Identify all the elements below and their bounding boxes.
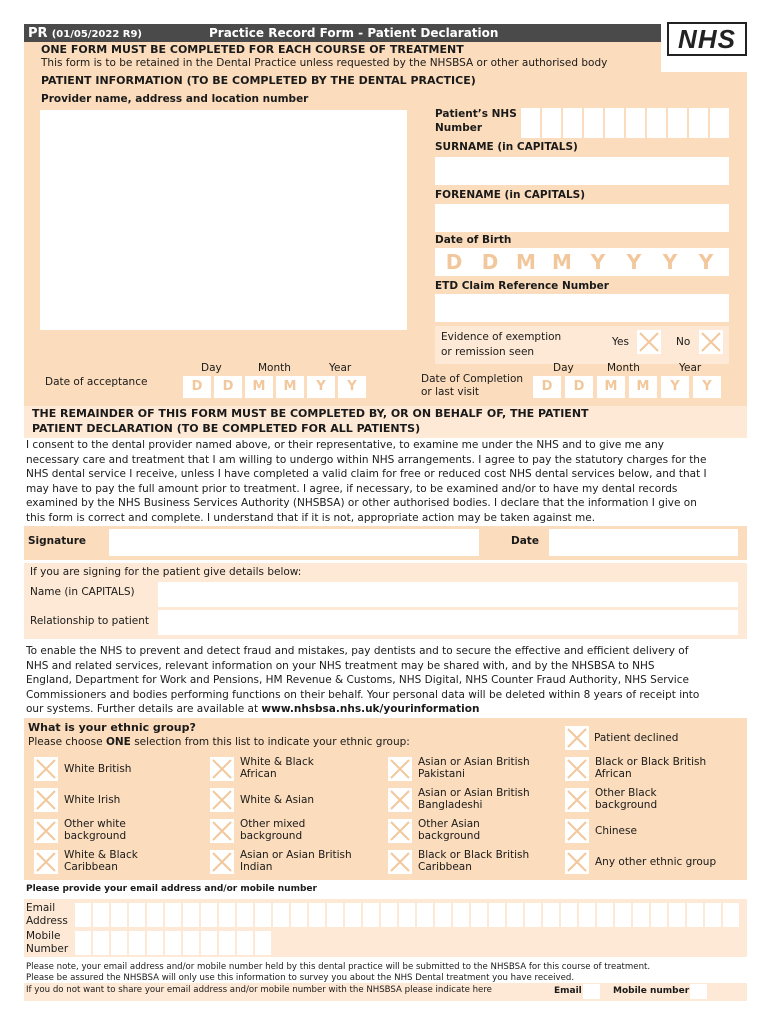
ethnic-option-label	[64, 763, 131, 775]
email-char-box[interactable]	[561, 903, 577, 927]
email-char-box[interactable]	[651, 903, 667, 927]
ethnic-option-text: Black or Black British	[595, 756, 707, 768]
declaration-line: NHS dental service I receive, unless I have completed a valid claim for free or reduced cost NHS dental services below, and that I	[26, 468, 707, 480]
privacy-line: Commissioners and bodies performing functions on their behalf. Your personal data will be deleted within 8 years of receipt into	[26, 688, 700, 701]
email-char-box[interactable]	[381, 903, 397, 927]
relationship-label: Relationship to patient	[30, 615, 150, 627]
ethnic-option-text: Asian or Asian British	[418, 787, 530, 799]
ethnic-option-text: Asian or Asian British	[418, 756, 530, 768]
ethnic-option-text: Other white	[64, 818, 126, 830]
email-label: Email	[26, 902, 56, 914]
ethnic-option-label	[595, 856, 716, 868]
ethnic-instruction-bold: ONE	[105, 736, 131, 748]
completion-month-label: Month	[607, 362, 640, 374]
declaration-line: this form is correct and complete. I understand that if it is not, appropriate action may be taken against me.	[26, 511, 596, 524]
ethnic-option-checkbox[interactable]	[210, 788, 234, 812]
ethnic-option-checkbox[interactable]	[565, 788, 589, 812]
email-char-box[interactable]	[129, 903, 145, 927]
ethnic-option-text: White British	[64, 763, 132, 775]
behalf-name-field[interactable]	[158, 582, 738, 607]
email-char-box[interactable]	[633, 903, 649, 927]
email-char-box[interactable]	[327, 903, 343, 927]
mobile-digit-box[interactable]	[183, 931, 199, 955]
mobile-digit-box[interactable]	[93, 931, 109, 955]
completion-day-label: Day	[553, 362, 574, 374]
ethnic-option-text: Other mixed	[240, 818, 306, 830]
completion-label-2: or last visit	[421, 386, 479, 398]
email-char-box[interactable]	[543, 903, 559, 927]
ethnic-instruction	[28, 736, 410, 748]
acceptance-date-digit[interactable]: M	[245, 376, 273, 398]
mobile-digit-box[interactable]	[255, 931, 271, 955]
acceptance-date-digit[interactable]: D	[183, 376, 211, 398]
acceptance-year-label: Year	[329, 362, 352, 374]
ethnic-option-text: background	[418, 830, 481, 842]
mobile-digit-box[interactable]	[219, 931, 235, 955]
ethnic-option-text: Pakistani	[418, 768, 465, 780]
yes-label: Yes	[612, 336, 629, 348]
forename-field[interactable]	[435, 204, 729, 232]
ethnic-option-checkbox[interactable]	[565, 757, 589, 781]
email-char-box[interactable]	[75, 903, 91, 927]
mobile-digit-box[interactable]	[201, 931, 217, 955]
ethnic-option-text: Any other ethnic group	[595, 856, 717, 868]
dob-digit-placeholder: M	[516, 250, 536, 274]
email-char-box[interactable]	[147, 903, 163, 927]
mobile-label: Mobile	[26, 930, 61, 942]
privacy-text	[26, 644, 746, 717]
subtitle: ONE FORM MUST BE COMPLETED FOR EACH COURSE OF TREATMENT	[41, 43, 464, 56]
nhs-logo: NHS	[667, 22, 747, 56]
mobile-digit-box[interactable]	[111, 931, 127, 955]
ethnic-option-text: Black or Black British	[418, 849, 530, 861]
exemption-label: Evidence of exemption	[441, 331, 562, 343]
ethnic-option-label	[418, 818, 480, 842]
relationship-field[interactable]	[158, 610, 738, 635]
mobile-label-2: Number	[26, 943, 69, 955]
privacy-line: To enable the NHS to prevent and detect fraud and mistakes, pay dentists and to secure the effective and efficient delivery of	[26, 645, 689, 657]
email-char-box[interactable]	[165, 903, 181, 927]
ethnic-option-checkbox[interactable]	[388, 850, 412, 874]
declaration-line: necessary care and treatment that I am willing to undergo within NHS arrangements. I agree to pay the statutory charges for the	[26, 453, 707, 466]
email-char-box[interactable]	[111, 903, 127, 927]
optout-email-label: Email	[554, 986, 582, 996]
email-char-box[interactable]	[723, 903, 739, 927]
dob-digit-placeholder: Y	[590, 250, 606, 274]
ethnic-option-label	[240, 756, 314, 780]
ethnic-option-checkbox[interactable]	[388, 788, 412, 812]
nhs-number-digit-box[interactable]	[689, 108, 708, 138]
privacy-line: our systems. Further details are available at	[26, 703, 262, 715]
ethnic-option-text: White Irish	[64, 794, 121, 806]
provider-field[interactable]	[40, 110, 407, 330]
contact-note-2: Please be assured the NHSBSA will only use this information to survey you about the NHS Dental treatment you have received.	[26, 973, 575, 983]
surname-label: SURNAME (in CAPITALS)	[435, 141, 578, 153]
ethnic-option-label	[418, 787, 530, 811]
completion-date-digit[interactable]: M	[629, 376, 657, 398]
ethnic-instruction-text: Please choose	[28, 736, 106, 748]
nhs-number-digit-box[interactable]	[647, 108, 666, 138]
email-char-box[interactable]	[345, 903, 361, 927]
ethnic-option-text: background	[595, 799, 658, 811]
ethnic-option-text: Caribbean	[64, 861, 118, 873]
email-char-box[interactable]	[291, 903, 307, 927]
dob-digit-placeholder: Y	[626, 250, 642, 274]
ethnic-option-label	[64, 818, 126, 842]
ethnic-option-text: Bangladeshi	[418, 799, 483, 811]
nhs-number-label: Patient’s NHS	[435, 108, 517, 120]
email-char-box[interactable]	[453, 903, 469, 927]
form-header-bar	[24, 24, 661, 42]
patient-declined-checkbox[interactable]	[565, 726, 589, 750]
signature-date-field[interactable]	[549, 529, 738, 556]
completion-date-digit[interactable]: M	[597, 376, 625, 398]
signature-label: Signature	[28, 535, 87, 547]
ethnic-option-checkbox[interactable]	[210, 819, 234, 843]
mobile-digit-box[interactable]	[129, 931, 145, 955]
ethnic-option-label	[240, 849, 352, 873]
ethnic-option-text: background	[64, 830, 127, 842]
signature-field[interactable]	[109, 529, 479, 556]
dob-digit-placeholder: Y	[662, 250, 678, 274]
acceptance-date-digit[interactable]: D	[214, 376, 242, 398]
email-char-box[interactable]	[489, 903, 505, 927]
behalf-note: If you are signing for the patient give details below:	[30, 566, 302, 578]
email-char-box[interactable]	[615, 903, 631, 927]
email-char-box[interactable]	[255, 903, 271, 927]
provider-label: Provider name, address and location number	[41, 93, 309, 105]
email-char-box[interactable]	[507, 903, 523, 927]
email-char-box[interactable]	[363, 903, 379, 927]
email-char-box[interactable]	[309, 903, 325, 927]
declaration-line: may have to pay the full amount prior to treatment. I agree, if necessary, to be examined and/or to have my dental records	[26, 482, 678, 495]
patient-info-title: PATIENT INFORMATION (TO BE COMPLETED BY THE DENTAL PRACTICE)	[41, 74, 476, 87]
ethnic-option-label	[240, 818, 305, 842]
exemption-label-2: or remission seen	[441, 346, 535, 358]
email-char-box[interactable]	[669, 903, 685, 927]
ethnic-option-checkbox[interactable]	[34, 819, 58, 843]
ethnic-option-text: African	[240, 768, 277, 780]
ethnic-option-text: Chinese	[595, 825, 637, 837]
nhs-number-label-2: Number	[435, 122, 483, 134]
ethnic-option-checkbox[interactable]	[34, 757, 58, 781]
email-char-box[interactable]	[705, 903, 721, 927]
ethnic-option-label	[418, 756, 530, 780]
mobile-digit-box[interactable]	[165, 931, 181, 955]
privacy-link[interactable]: www.nhsbsa.nhs.uk/yourinformation	[261, 703, 480, 715]
contact-note-1: Please note, your email address and/or mobile number held by this dental practice will be submitted to the NHSBSA for this course of treatment.	[26, 962, 651, 972]
nhs-number-digit-box[interactable]	[542, 108, 561, 138]
ethnic-option-label	[64, 794, 120, 806]
form-version: (01/05/2022 R9)	[51, 29, 142, 40]
date-label: Date	[511, 535, 539, 547]
email-char-box[interactable]	[597, 903, 613, 927]
privacy-line: England, Department for Work and Pensions, HM Revenue & Customs, NHS Digital, NHS Counter Fraud Authority, NHS Service	[26, 674, 689, 686]
completion-date-digit[interactable]: Y	[661, 376, 689, 398]
nhs-number-digit-box[interactable]	[710, 108, 729, 138]
form-code: PR	[28, 26, 48, 41]
acceptance-day-label: Day	[201, 362, 222, 374]
email-char-box[interactable]	[237, 903, 253, 927]
form-title: Practice Record Form - Patient Declaration	[209, 26, 499, 40]
acceptance-date-digit[interactable]: M	[276, 376, 304, 398]
completion-date-digit[interactable]: Y	[693, 376, 721, 398]
ethnic-option-checkbox[interactable]	[388, 757, 412, 781]
email-char-box[interactable]	[687, 903, 703, 927]
email-char-box[interactable]	[435, 903, 451, 927]
exemption-yes-checkbox[interactable]	[637, 330, 661, 354]
mobile-digit-box[interactable]	[237, 931, 253, 955]
ethnic-option-checkbox[interactable]	[34, 788, 58, 812]
ethnic-option-checkbox[interactable]	[388, 819, 412, 843]
email-char-box[interactable]	[273, 903, 289, 927]
email-char-box[interactable]	[93, 903, 109, 927]
ethnic-option-text: White & Black	[64, 849, 138, 861]
optout-mobile-label: Mobile number	[613, 986, 690, 996]
ethnic-option-text: background	[240, 830, 303, 842]
nhs-number-digit-box[interactable]	[584, 108, 603, 138]
acceptance-date-digit[interactable]: Y	[338, 376, 366, 398]
optout-email-checkbox[interactable]	[583, 984, 600, 999]
email-char-box[interactable]	[399, 903, 415, 927]
ethnic-option-text: White & Asian	[240, 794, 315, 806]
patient-declined-label: Patient declined	[594, 732, 679, 744]
acceptance-date-digit[interactable]: Y	[307, 376, 335, 398]
retain-note: This form is to be retained in the Dental Practice unless requested by the NHSBSA or other authorised body	[41, 57, 608, 69]
declaration-line: I consent to the dental provider named above, or their representative, to examine me under the NHS and to give me any	[26, 439, 664, 451]
ethnic-option-text: Other Black	[595, 787, 657, 799]
email-char-box[interactable]	[219, 903, 235, 927]
dob-digit-placeholder: D	[481, 250, 499, 274]
ethnic-option-checkbox[interactable]	[210, 757, 234, 781]
surname-field[interactable]	[435, 157, 729, 185]
email-char-box[interactable]	[579, 903, 595, 927]
ethnic-option-label	[240, 794, 314, 806]
email-char-box[interactable]	[525, 903, 541, 927]
completion-date-digit[interactable]: D	[533, 376, 561, 398]
forename-label: FORENAME (in CAPITALS)	[435, 189, 586, 201]
mobile-digit-box[interactable]	[147, 931, 163, 955]
ethnic-option-label	[418, 849, 529, 873]
contact-note-3: If you do not want to share your email address and/or mobile number with the NHSBSA please indicate here	[26, 985, 492, 995]
acceptance-label: Date of acceptance	[45, 376, 148, 388]
ethnic-option-label	[64, 849, 138, 873]
privacy-line: NHS and related services, relevant information on your NHS treatment may be shared with, and by the NHSBSA to NHS	[26, 659, 655, 672]
ethnic-option-checkbox[interactable]	[210, 850, 234, 874]
declaration-title: PATIENT DECLARATION (TO BE COMPLETED FOR ALL PATIENTS)	[32, 422, 421, 435]
etd-label: ETD Claim Reference Number	[435, 280, 609, 292]
ethnic-option-label	[595, 787, 657, 811]
nhs-number-digit-box[interactable]	[668, 108, 687, 138]
name-label: Name (in CAPITALS)	[30, 586, 135, 598]
nhs-number-digit-box[interactable]	[626, 108, 645, 138]
ethnic-option-checkbox[interactable]	[565, 819, 589, 843]
ethnic-option-label	[595, 825, 637, 837]
exemption-no-checkbox[interactable]	[699, 330, 723, 354]
ethnic-question: What is your ethnic group?	[28, 721, 196, 734]
dob-digit-placeholder: Y	[698, 250, 714, 274]
ethnic-instruction-text: selection from this list to indicate your ethnic group:	[130, 736, 410, 748]
completion-year-label: Year	[679, 362, 702, 374]
ethnic-option-text: Other Asian	[418, 818, 480, 830]
acceptance-month-label: Month	[258, 362, 291, 374]
ethnic-option-text: Indian	[240, 861, 273, 873]
dob-digit-placeholder: M	[552, 250, 572, 274]
ethnic-option-text: White & Black	[240, 756, 314, 768]
mobile-digit-box[interactable]	[75, 931, 91, 955]
optout-mobile-checkbox[interactable]	[690, 984, 707, 999]
nhs-number-digit-box[interactable]	[521, 108, 540, 138]
etd-field[interactable]	[435, 294, 729, 322]
email-label-2: Address	[26, 915, 68, 927]
nhs-number-digit-box[interactable]	[563, 108, 582, 138]
ethnic-option-checkbox[interactable]	[34, 850, 58, 874]
completion-label: Date of Completion	[421, 373, 524, 385]
email-char-box[interactable]	[201, 903, 217, 927]
declaration-text	[26, 438, 746, 525]
remainder-note: THE REMAINDER OF THIS FORM MUST BE COMPLETED BY, OR ON BEHALF OF, THE PATIENT	[32, 407, 589, 420]
ethnic-option-checkbox[interactable]	[565, 850, 589, 874]
email-char-box[interactable]	[417, 903, 433, 927]
no-label: No	[676, 336, 691, 348]
ethnic-option-text: African	[595, 768, 632, 780]
ethnic-option-label	[595, 756, 706, 780]
ethnic-option-text: Caribbean	[418, 861, 472, 873]
declaration-line: examined by the NHS Business Services Authority (NHSBSA) or other authorised bodies. I declare that the information I give on	[26, 497, 697, 509]
dob-label: Date of Birth	[435, 234, 512, 246]
completion-date-digit[interactable]: D	[565, 376, 593, 398]
dob-digit-placeholder: D	[445, 250, 463, 274]
contact-heading: Please provide your email address and/or mobile number	[26, 884, 317, 894]
nhs-number-digit-box[interactable]	[605, 108, 624, 138]
email-char-box[interactable]	[183, 903, 199, 927]
ethnic-option-text: Asian or Asian British	[240, 849, 352, 861]
email-char-box[interactable]	[471, 903, 487, 927]
